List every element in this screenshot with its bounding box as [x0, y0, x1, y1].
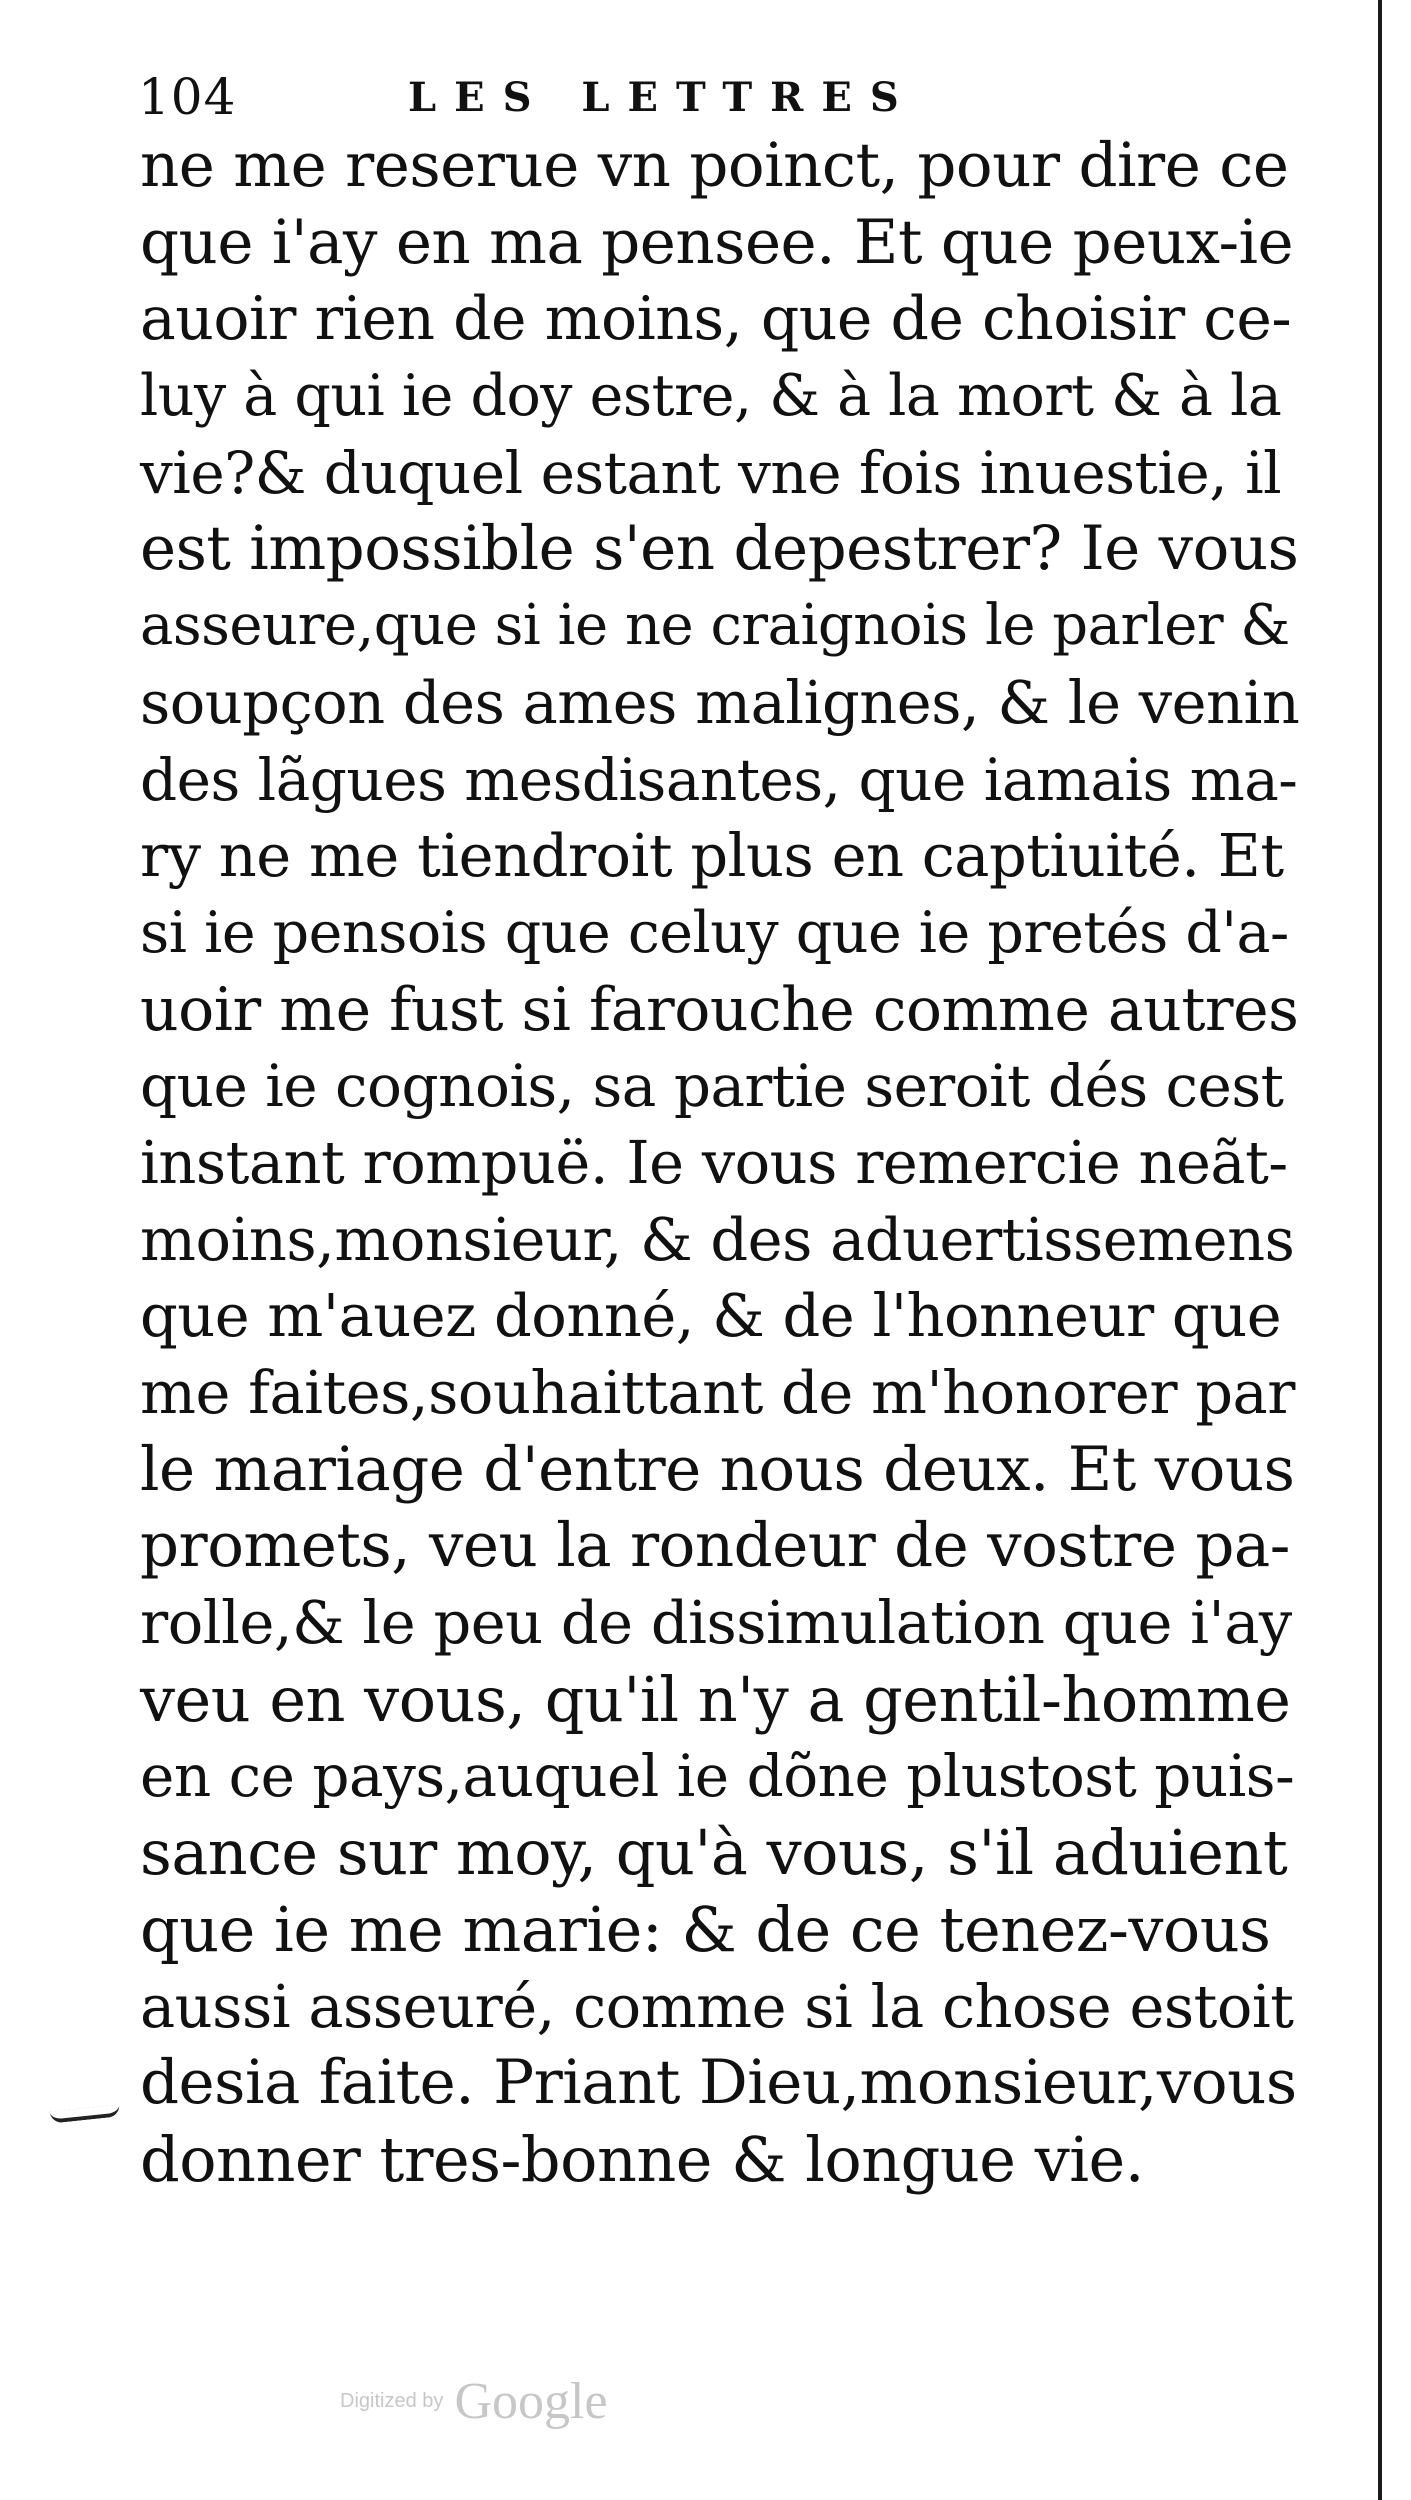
text-line: desia faite. Priant Dieu,monsieur,vous: [140, 2047, 1297, 2119]
text-line: si ie pensois que celuy que ie pretés d'a-: [140, 899, 1289, 966]
text-line: luy à qui ie doy estre, & à la mort & à la: [140, 363, 1282, 430]
google-logo: Google: [454, 2373, 608, 2430]
text-line: que ie cognois, sa partie seroit dés cest: [140, 1052, 1284, 1121]
text-line: auoir rien de moins, que de choisir ce-: [140, 284, 1292, 355]
text-line: promets, veu la rondeur de vostre pa-: [140, 1510, 1290, 1582]
text-line: veu en vous, qu'il n'y a gentil-homme: [140, 1662, 1291, 1736]
text-line: sance sur moy, qu'à vous, s'il aduient: [140, 1816, 1288, 1890]
text-line: que ie me marie: & de ce tenez-vous: [140, 1892, 1271, 1966]
text-line: asseure,que si ie ne craignois le parler &: [140, 593, 1290, 659]
text-line: ry ne me tiendroit plus en captiuité. Et: [140, 821, 1284, 891]
page-number: 104: [138, 68, 237, 126]
page-header: [138, 62, 1288, 132]
text-line: rolle,& le peu de dissimulation que i'ay: [140, 1588, 1292, 1658]
text-line: en ce pays,auquel ie dõne plustost puis-: [140, 1742, 1295, 1811]
running-head: LES LETTRES: [408, 74, 917, 121]
text-line: uoir me fust si farouche comme autres: [140, 974, 1299, 1045]
text-line: instant rompuë. Ie vous remercie neãt-: [140, 1127, 1288, 1197]
text-line: vie?& duquel estant vne fois inuestie, il: [140, 438, 1282, 507]
page-gutter-edge: [1378, 0, 1382, 2500]
text-line: le mariage d'entre nous deux. Et vous: [140, 1433, 1295, 1505]
margin-pen-mark: [50, 2104, 121, 2123]
digitized-by-google-watermark: [340, 2372, 608, 2442]
text-line: soupçon des ames malignes, & le venin: [140, 667, 1300, 737]
text-line: ne me reserue vn poinct, pour dire ce: [140, 130, 1289, 201]
text-line: me faites,souhaittant de m'honorer par: [140, 1358, 1295, 1427]
text-line: moins,monsieur, & des aduertissemens: [140, 1204, 1295, 1274]
text-line: est impossible s'en depestrer? Ie vous: [140, 513, 1299, 585]
text-line: que i'ay en ma pensee. Et que peux-ie: [140, 206, 1294, 278]
text-line: que m'auez donné, & de l'honneur que: [140, 1281, 1282, 1351]
text-line: aussi asseuré, comme si la chose estoit: [140, 1971, 1294, 2041]
digitized-by-label: Digitized by: [340, 2390, 444, 2412]
letter-body-text: [140, 128, 1300, 2199]
text-line: des lãgues mesdisantes, que iamais ma-: [140, 745, 1298, 814]
text-line: donner tres-bonne & longue vie.: [140, 2122, 1144, 2196]
